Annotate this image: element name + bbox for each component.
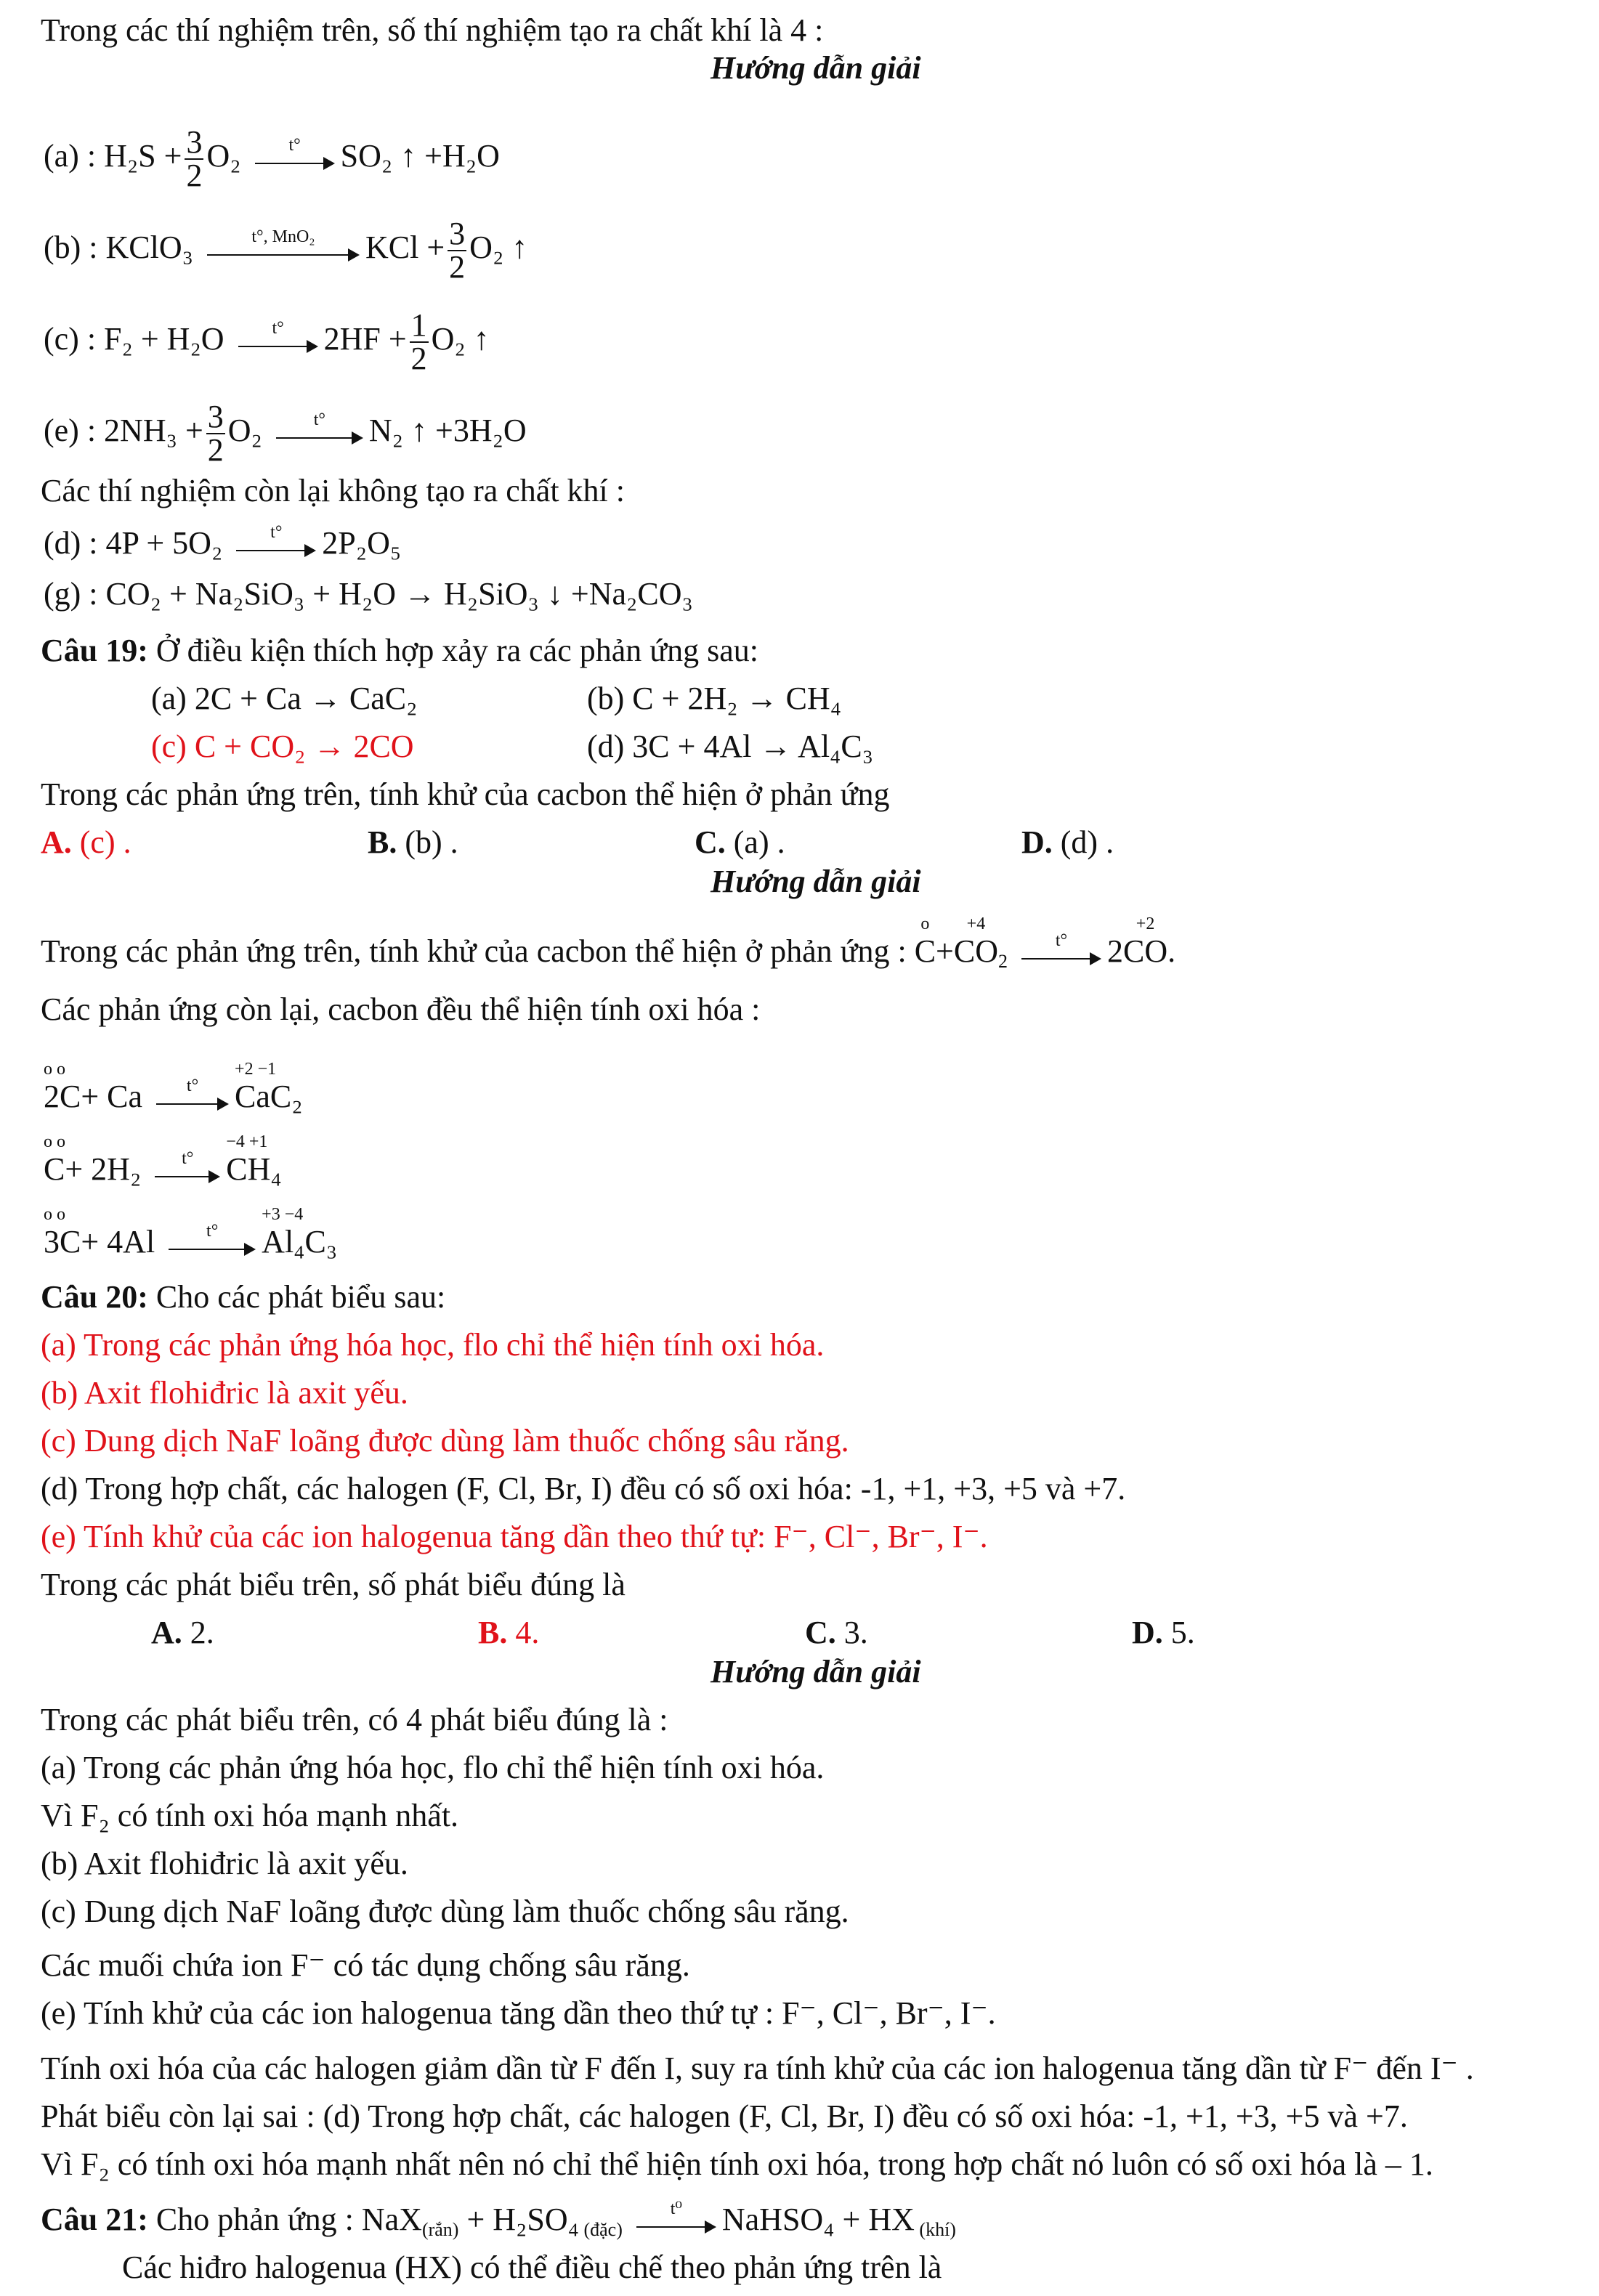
q20-solution-line: (b) Axit flohiđric là axit yếu. bbox=[41, 1846, 408, 1881]
q20-option-b[interactable]: B. 4. bbox=[478, 1615, 540, 1650]
q19-reaction-d: (d) 3C + 4Al → Al₄C₃ bbox=[587, 729, 874, 764]
q21-line2: Các hiđro halogenua (HX) có thể điều chế theo phản ứng trên là bbox=[122, 2250, 942, 2285]
reaction-b: (b) : KClO₃ t°, MnO₂ KCl + $\frac{3}{2}$ O₂ ↑ bbox=[44, 216, 528, 285]
reaction-a: (a) : H₂S + $\frac{3}{2}$ O₂ t° SO₂ ↑ +H₂O bbox=[44, 124, 500, 193]
heat-arrow: t⁰ bbox=[636, 2204, 716, 2241]
q20-statement-e: (e) Tính khử của các ion halogenua tăng dần theo thứ tự: F⁻, Cl⁻, Br⁻, I⁻. bbox=[41, 1519, 988, 1554]
q19-option-a[interactable]: A. (c) . bbox=[41, 824, 131, 860]
q19-stem: Câu 19: Ở điều kiện thích hợp xảy ra các phản ứng sau: bbox=[41, 633, 758, 668]
heat-arrow: t° bbox=[236, 528, 316, 564]
q19-option-b[interactable]: B. (b) . bbox=[368, 824, 458, 860]
q19-reaction-b: (b) C + 2H₂ → CH₄ bbox=[587, 681, 842, 716]
q19-reaction-c: (c) C + CO₂ → 2CO bbox=[151, 729, 414, 764]
fraction: $\frac{3}{2}$ bbox=[449, 216, 466, 285]
q20-solution-line: Trong các phát biểu trên, có 4 phát biểu đúng là : bbox=[41, 1702, 668, 1737]
fraction: $\frac{3}{2}$ bbox=[207, 399, 224, 468]
heat-catalyst-arrow: t°, MnO₂ bbox=[207, 232, 360, 269]
oxidation-eq-2: o o C+ 2H₂ t° −4 +1 CH₄ bbox=[44, 1151, 282, 1190]
reaction-d: (d) : 4P + 5O₂ t° 2P₂O₅ bbox=[44, 524, 401, 564]
q20-option-d[interactable]: D. 5. bbox=[1132, 1615, 1195, 1650]
q20-question: Trong các phát biểu trên, số phát biểu đúng là bbox=[41, 1567, 626, 1602]
reaction-c: (c) : F₂ + H₂O t° 2HF + $\frac{1}{2}$ O₂ ↑ bbox=[44, 307, 490, 376]
q20-statement-b: (b) Axit flohiđric là axit yếu. bbox=[41, 1375, 408, 1411]
q19-option-c[interactable]: C. (a) . bbox=[695, 824, 785, 860]
q21-stem: Câu 21: Cho phản ứng : NaX$_{(rắn)}$ + H₂SO₄ $_{(đặc)}$ t⁰ NaHSO₄ + HX $_{(khí)}$ bbox=[41, 2199, 956, 2240]
q20-statement-d: (d) Trong hợp chất, các halogen (F, Cl, Br, I) đều có số oxi hóa: -1, +1, +3, +5 và +7. bbox=[41, 1471, 1126, 1506]
heat-arrow: t° bbox=[155, 1154, 220, 1190]
q20-solution-line: Tính oxi hóa của các halogen giảm dần từ F đến I, suy ra tính khử của các ion halogenua tăng dần từ F⁻ đến I⁻ . bbox=[41, 2050, 1474, 2086]
heat-arrow: t° bbox=[1021, 936, 1101, 973]
guide-heading-2: Hướng dẫn giải bbox=[711, 864, 921, 899]
q19-answer-equation: o C+ +4 $CO_2$ t° 2 +2 CO. bbox=[914, 914, 1176, 972]
q19-answer-line: Trong các phản ứng trên, tính khử của cacbon thể hiện ở phản ứng : o C+ +4 $CO_2$ t° 2 +2 CO. bbox=[41, 914, 1176, 972]
heat-arrow: t° bbox=[276, 415, 363, 452]
q19-question: Trong các phản ứng trên, tính khử của cacbon thể hiện ở phản ứng bbox=[41, 776, 890, 812]
guide-heading-3: Hướng dẫn giải bbox=[711, 1654, 921, 1689]
heat-arrow: t° bbox=[238, 324, 318, 360]
guide-heading-1: Hướng dẫn giải bbox=[711, 50, 921, 86]
intro-line: Trong các thí nghiệm trên, số thí nghiệm tạo ra chất khí là 4 : bbox=[41, 12, 824, 48]
q20-statement-c: (c) Dung dịch NaF loãng được dùng làm thuốc chống sâu răng. bbox=[41, 1423, 849, 1459]
q20-statement-a: (a) Trong các phản ứng hóa học, flo chỉ thể hiện tính oxi hóa. bbox=[41, 1327, 825, 1363]
q20-option-a[interactable]: A. 2. bbox=[151, 1615, 214, 1650]
heat-arrow: t° bbox=[169, 1227, 256, 1263]
heat-arrow: t° bbox=[156, 1082, 229, 1118]
no-gas-intro: Các thí nghiệm còn lại không tạo ra chất khí : bbox=[41, 473, 626, 508]
q20-solution-line: (a) Trong các phản ứng hóa học, flo chỉ thể hiện tính oxi hóa. bbox=[41, 1750, 825, 1785]
fraction: $\frac{1}{2}$ bbox=[410, 307, 427, 376]
q20-solution-line: Vì F₂ có tính oxi hóa mạnh nhất. bbox=[41, 1798, 459, 1833]
q20-solution-line: Các muối chứa ion F⁻ có tác dụng chống sâu răng. bbox=[41, 1947, 690, 1983]
q20-stem: Câu 20: Cho các phát biểu sau: bbox=[41, 1279, 446, 1315]
oxidation-eq-1: o o 2C+ Ca t° +2 −1 CaC₂ bbox=[44, 1078, 303, 1118]
heat-arrow: t° bbox=[255, 141, 335, 177]
q19-reaction-a: (a) 2C + Ca → CaC₂ bbox=[151, 681, 418, 716]
fraction: $\frac{3}{2}$ bbox=[186, 124, 203, 193]
q20-solution-line: (e) Tính khử của các ion halogenua tăng dần theo thứ tự : F⁻, Cl⁻, Br⁻, I⁻. bbox=[41, 1995, 996, 2031]
q20-option-c[interactable]: C. 3. bbox=[805, 1615, 868, 1650]
q19-option-d[interactable]: D. (d) . bbox=[1021, 824, 1114, 860]
q20-solution-line: Phát biểu còn lại sai : (d) Trong hợp chất, các halogen (F, Cl, Br, I) đều có số oxi hóa: -1, +1, +3, +5 và +7. bbox=[41, 2098, 1408, 2134]
q20-solution-line: (c) Dung dịch NaF loãng được dùng làm thuốc chống sâu răng. bbox=[41, 1894, 849, 1929]
oxidation-eq-3: o o 3C+ 4Al t° +3 −4 Al₄C₃ bbox=[44, 1223, 337, 1263]
reaction-e: (e) : 2NH₃ + $\frac{3}{2}$ O₂ t° N₂ ↑ +3H₂O bbox=[44, 399, 527, 468]
reaction-g: (g) : CO₂ + Na₂SiO₃ + H₂O → H₂SiO₃ ↓ +Na₂CO₃ bbox=[44, 576, 693, 612]
q20-solution-line: Vì F₂ có tính oxi hóa mạnh nhất nên nó chỉ thể hiện tính oxi hóa, trong hợp chất nó luôn có số oxi hóa là – 1. bbox=[41, 2146, 1433, 2182]
q19-rest-line: Các phản ứng còn lại, cacbon đều thể hiện tính oxi hóa : bbox=[41, 991, 761, 1027]
